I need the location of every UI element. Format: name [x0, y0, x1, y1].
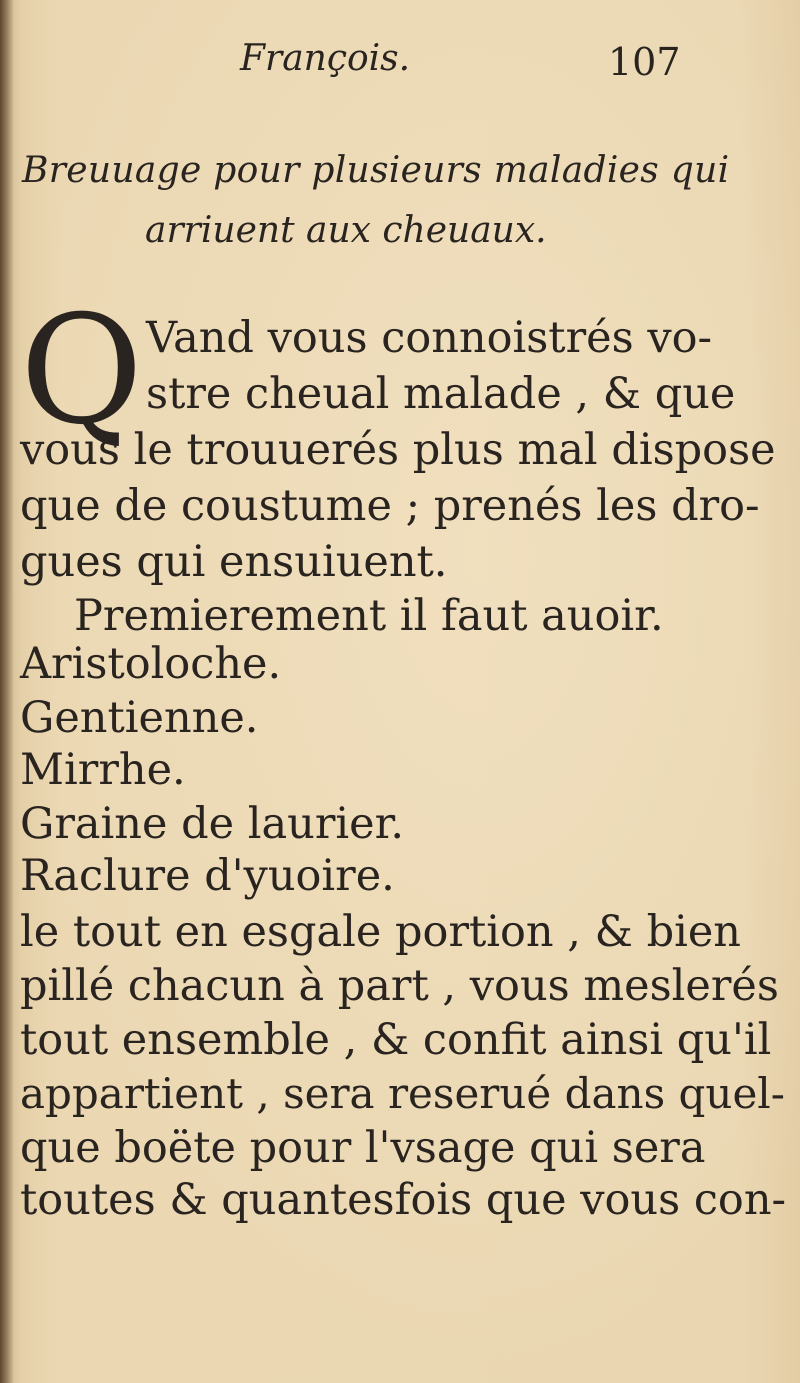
section-heading-line-2: arriuent aux cheuaux.: [145, 210, 547, 251]
ingredient-item: Raclure d'yuoire.: [20, 851, 395, 901]
body-line: vous le trouuerés plus mal dispose: [20, 425, 776, 475]
body-line: toutes & quantesfois que vous con-: [20, 1175, 787, 1225]
body-line: pillé chacun à part , vous meslerés: [20, 961, 779, 1011]
body-line: Vand vous connoistrés vo-: [146, 313, 713, 363]
page-gutter-shadow: [0, 0, 14, 1383]
drop-cap: Q: [20, 284, 143, 458]
body-line: tout ensemble , & confit ainsi qu'il: [20, 1015, 772, 1065]
ingredient-item: Graine de laurier.: [20, 799, 405, 849]
ingredient-item: Aristoloche.: [20, 639, 282, 689]
body-line: stre cheual malade , & que: [146, 369, 736, 419]
body-line: appartient , sera reserué dans quel-: [20, 1069, 785, 1118]
body-line: gues qui ensuiuent.: [20, 537, 448, 587]
body-line: Premierement il faut auoir.: [74, 591, 664, 641]
page-number: 107: [608, 40, 681, 84]
body-line: que boëte pour l'vsage qui sera: [20, 1123, 706, 1173]
running-head: François.: [240, 38, 411, 79]
ingredient-item: Gentienne.: [20, 693, 259, 743]
body-line: le tout en esgale portion , & bien: [20, 907, 741, 957]
ingredient-item: Mirrhe.: [20, 745, 186, 795]
body-line: que de coustume ; prenés les dro-: [20, 481, 760, 531]
section-heading-line-1: Breuuage pour plusieurs maladies qui: [22, 150, 730, 191]
